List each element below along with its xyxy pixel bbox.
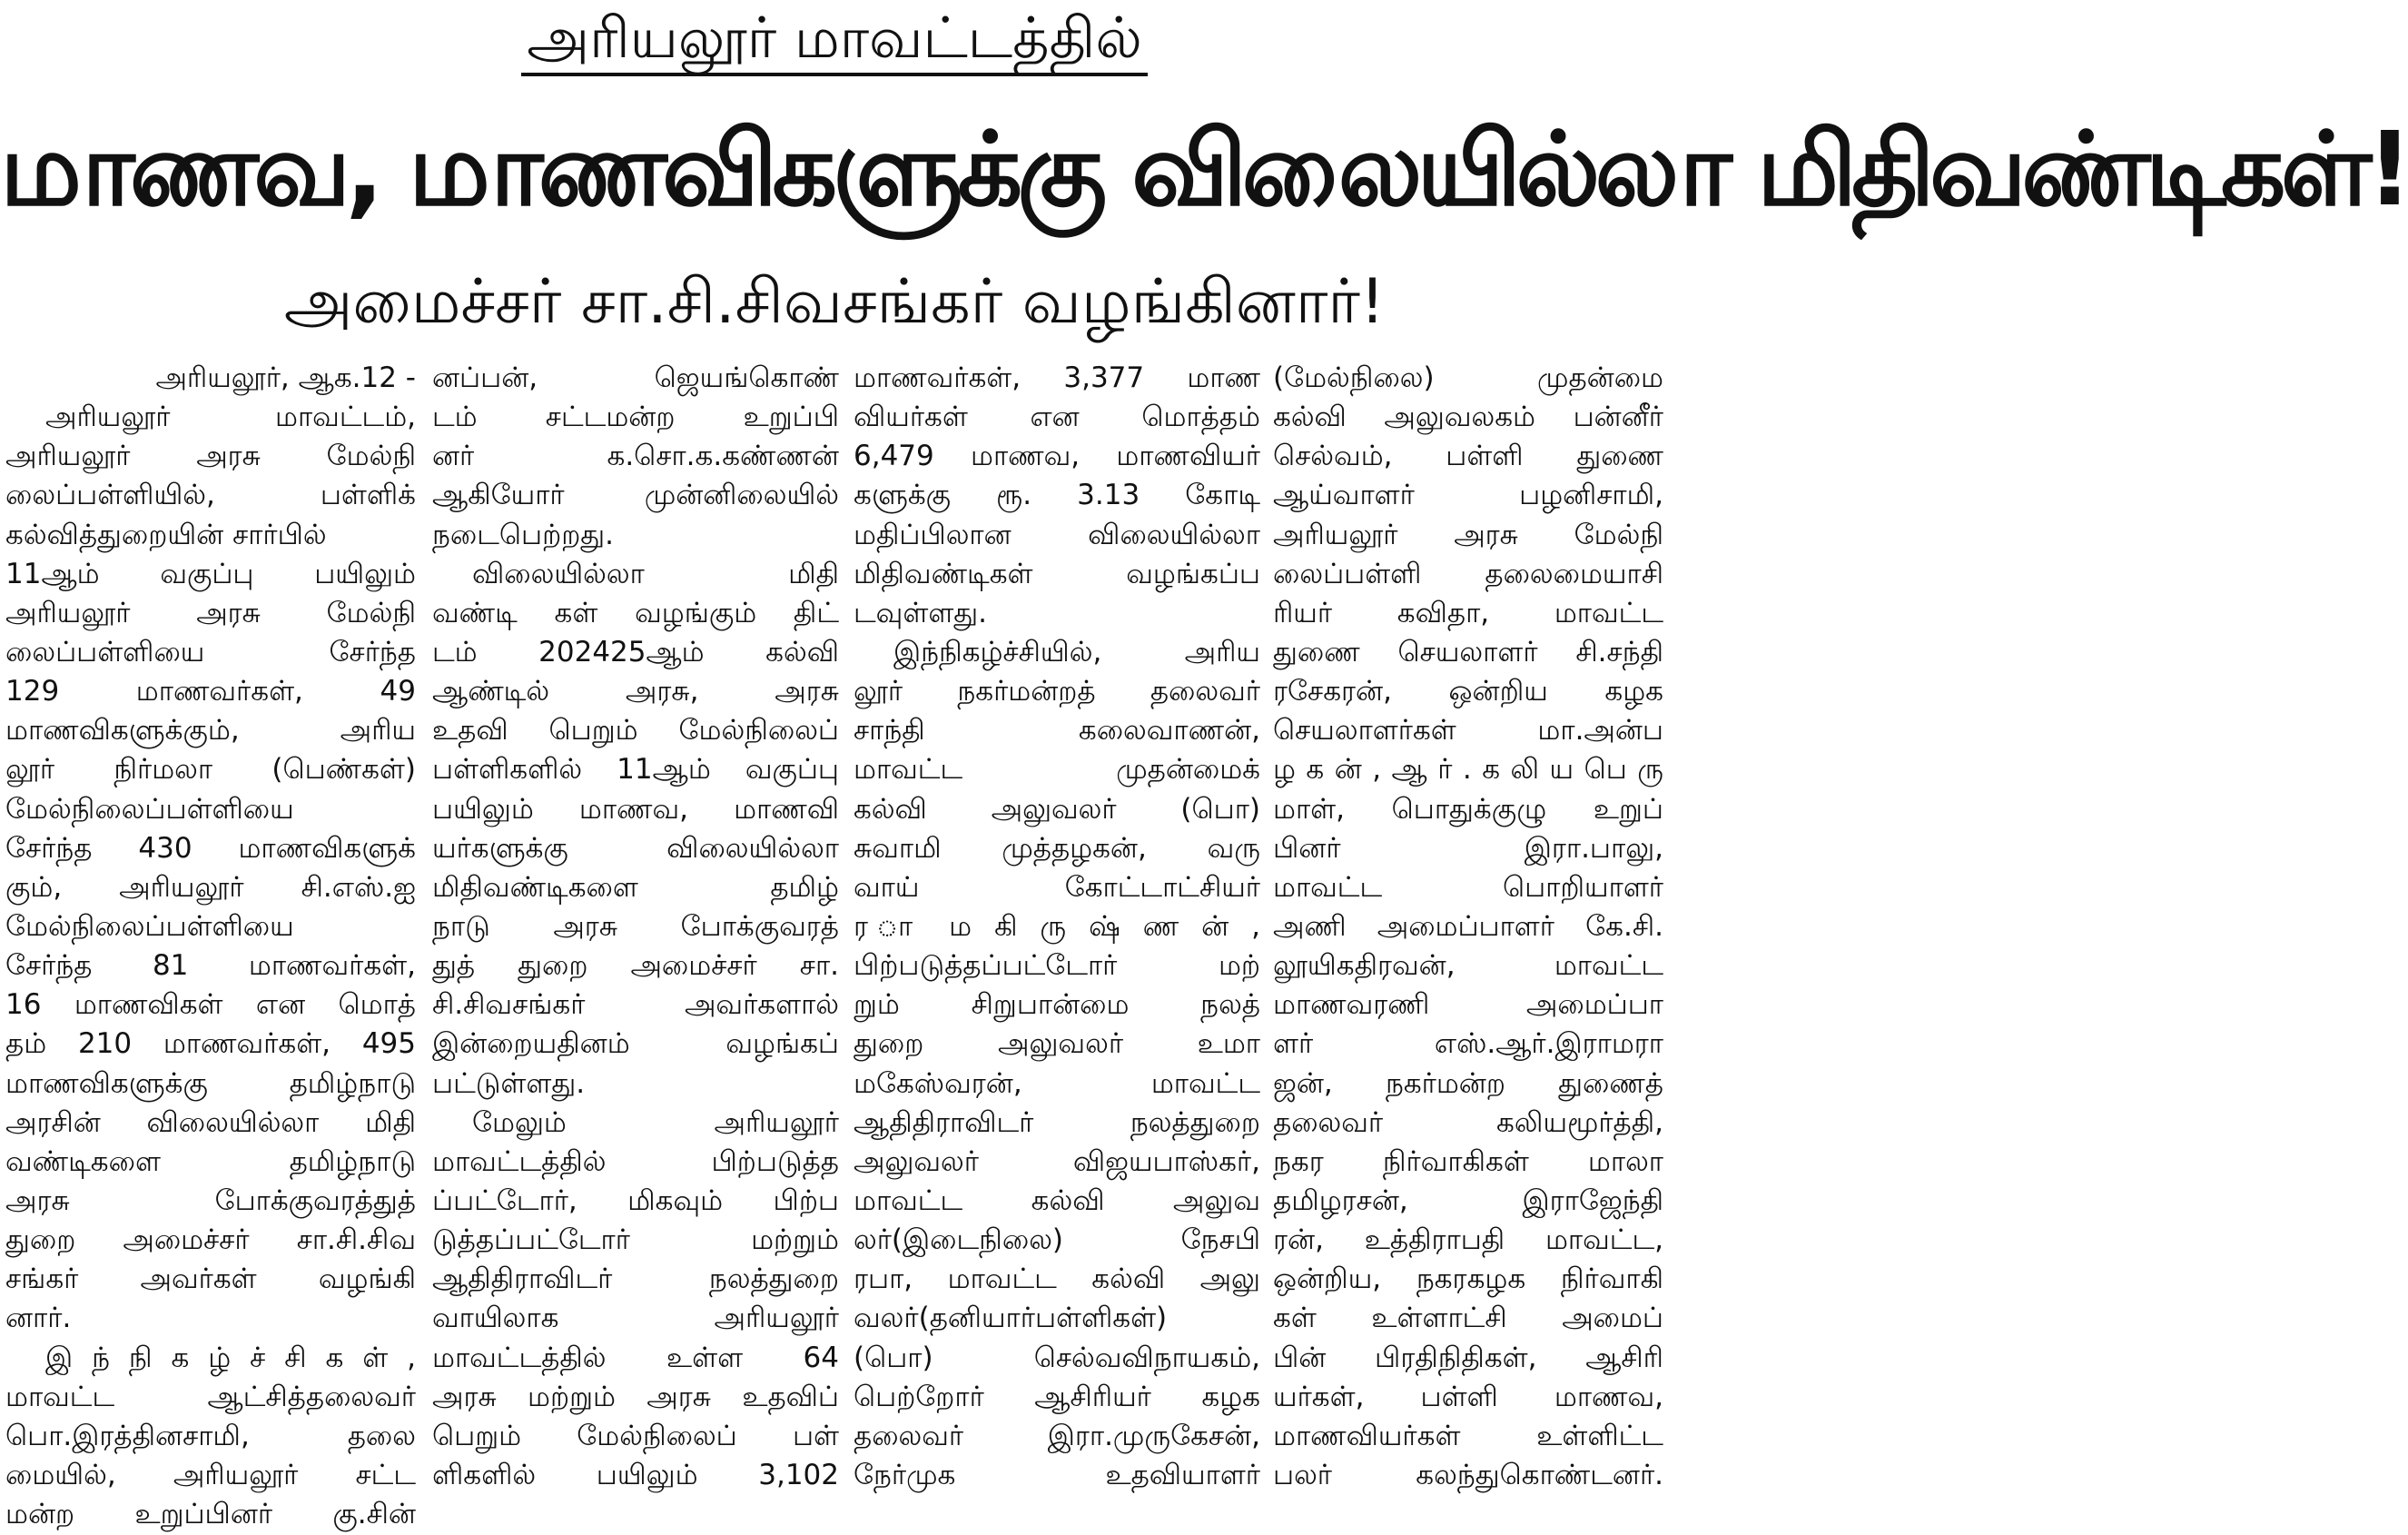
article-line: லைப்பள்ளி தலைமையாசி — [1273, 557, 1663, 590]
article-line: சாந்தி கலைவாணன், — [854, 714, 1260, 748]
article-line: சுவாமி முத்தழகன், வரு — [854, 831, 1260, 865]
article-line: நகர நிர்வாகிகள் மாலா — [1273, 1144, 1663, 1178]
article-line: தலைவர் கலியமூர்த்தி, — [1273, 1105, 1663, 1139]
headline: மாணவ, மாணவிகளுக்கு விலையில்லா மிதிவண்டிகள்! — [0, 111, 2408, 229]
article-line: டம் 202425ஆம் கல்வி — [432, 635, 839, 668]
article-line: துத் துறை அமைச்சர் சா. — [432, 949, 839, 983]
article-line: லூயிகதிரவன், மாவட்ட — [1273, 949, 1663, 983]
article-line: அரியலூர் அரசு மேல்நி — [5, 596, 416, 629]
article-line: ளர் எஸ்.ஆர்.இராமரா — [1273, 1027, 1663, 1061]
article-column-2 — [432, 359, 839, 1535]
article-line: பட்டுள்ளது. — [432, 1066, 586, 1100]
article-line: ரன், உத்திராபதி மாவட்ட, — [1273, 1223, 1663, 1257]
article-line: தமிழரசன், இராஜேந்தி — [1273, 1183, 1663, 1217]
article-line: லர்(இடைநிலை) நேசபி — [854, 1223, 1260, 1257]
article-line: வண்டி கள் வழங்கும் திட் — [432, 596, 839, 629]
article-line: டம் சட்டமன்ற உறுப்பி — [432, 401, 839, 434]
article-line: செல்வம், பள்ளி துணை — [1273, 440, 1663, 473]
article-line: ர ா ம கி ரு ஷ் ண ன் , — [854, 909, 1260, 943]
article-line: மேல்நிலைப்பள்ளியை — [5, 792, 294, 826]
article-line: வாய் கோட்டாட்சியர் — [854, 870, 1260, 904]
article-line: மேலும் அரியலூர் — [472, 1105, 839, 1139]
article-line: மாணவியர்கள் உள்ளிட்ட — [1273, 1419, 1663, 1452]
article-line: சேர்ந்த 430 மாணவிகளுக் — [5, 831, 416, 865]
article-line: னர் க.சொ.க.கண்ணன் — [432, 440, 839, 473]
article-line: பொ.இரத்தினசாமி, தலை — [5, 1419, 416, 1452]
article-line: 6,479 மாணவ, மாணவியர் — [854, 440, 1260, 473]
article-line: மாவட்ட கல்வி அலுவ — [854, 1183, 1260, 1217]
article-line: இன்றையதினம் வழங்கப் — [432, 1027, 839, 1061]
article-line: யர்களுக்கு விலையில்லா — [432, 831, 839, 865]
article-line: லூர் நகர்மன்றத் தலைவர் — [854, 675, 1260, 708]
article-line: பயிலும் மாணவ, மாணவி — [432, 792, 839, 826]
article-line: ஆய்வாளர் பழனிசாமி, — [1273, 479, 1663, 512]
article-line: வலர்(தனியார்பள்ளிகள்) — [854, 1302, 1168, 1335]
article-line: தம் 210 மாணவர்கள், 495 — [5, 1027, 416, 1061]
article-line: பலர் கலந்துகொண்டனர். — [1273, 1458, 1663, 1491]
article-line: பள்ளிகளில் 11ஆம் வகுப்பு — [432, 753, 839, 787]
article-line: விலையில்லா மிதி — [472, 557, 839, 590]
article-line: தலைவர் இரா.முருகேசன், — [854, 1419, 1260, 1452]
article-line: மாவட்டத்தில் பிற்படுத்த — [432, 1144, 839, 1178]
article-line: கும், அரியலூர் சி.எஸ்.ஐ — [5, 870, 416, 904]
article-line: ஆதிதிராவிடர் நலத்துறை — [854, 1105, 1260, 1139]
article-line: ஆகியோர் முன்னிலையில் — [432, 479, 839, 512]
article-line: மாவட்டத்தில் உள்ள 64 — [432, 1341, 839, 1374]
article-line: ஒன்றிய, நகரகழக நிர்வாகி — [1273, 1263, 1663, 1296]
article-line: பெறும் மேல்நிலைப் பள் — [432, 1419, 839, 1452]
article-line: அரியலூர், ஆக.12 - — [155, 361, 416, 394]
article-line: பினர் இரா.பாலு, — [1273, 831, 1663, 865]
article-line: மாணவர்கள், 3,377 மாண — [854, 361, 1260, 394]
article-line: லைப்பள்ளியில், பள்ளிக் — [5, 479, 416, 512]
article-column-3 — [854, 359, 1260, 1535]
article-line: மதிப்பிலான விலையில்லா — [854, 518, 1260, 551]
article-line: ளிகளில் பயிலும் 3,102 — [432, 1458, 839, 1491]
article-line: துறை அமைச்சர் சா.சி.சிவ — [5, 1223, 416, 1257]
article-line: லூர் நிர்மலா (பெண்கள்) — [5, 753, 416, 787]
article-line: கல்வி அலுவலர் (பொ) — [854, 792, 1260, 826]
article-line: சங்கர் அவர்கள் வழங்கி — [5, 1263, 416, 1296]
article-line: 11ஆம் வகுப்பு பயிலும் — [5, 557, 416, 590]
article-line: னப்பன், ஜெயங்கொண் — [432, 361, 839, 394]
article-line: வண்டிகளை தமிழ்நாடு — [5, 1144, 416, 1178]
article-line: ழ க ன் , ஆ ர் . க லி ய பெ ரு — [1273, 753, 1663, 787]
article-line: இந்நிகழ்ச்சியில், அரிய — [893, 635, 1260, 668]
article-line: உதவி பெறும் மேல்நிலைப் — [432, 714, 839, 748]
article-line: மாள், பொதுக்குழு உறுப் — [1273, 792, 1663, 826]
article-line: செயலாளர்கள் மா.அன்ப — [1273, 714, 1663, 748]
article-line: சேர்ந்த 81 மாணவர்கள், — [5, 949, 416, 983]
article-line: அணி அமைப்பாளர் கே.சி. — [1273, 909, 1663, 943]
article-line: அரியலூர் அரசு மேல்நி — [5, 440, 416, 473]
article-line: ஆண்டில் அரசு, அரசு — [432, 675, 839, 708]
kicker — [0, 4, 1669, 73]
article-line: டுத்தப்பட்டோர் மற்றும் — [432, 1223, 839, 1257]
article-line: கள் உள்ளாட்சி அமைப் — [1273, 1302, 1663, 1335]
article-line: மிதிவண்டிகளை தமிழ் — [432, 870, 839, 904]
article-line: மாவட்ட ஆட்சித்தலைவர் — [5, 1380, 416, 1413]
article-line: இ ந் நி க ழ் ச் சி க ள் , — [45, 1341, 416, 1374]
article-line: மாணவிகளுக்கு தமிழ்நாடு — [5, 1066, 416, 1100]
article-line: வாயிலாக அரியலூர் — [432, 1302, 839, 1335]
article-line: அரியலூர் மாவட்டம், — [45, 401, 416, 434]
article-line: நேர்முக உதவியாளர் — [854, 1458, 1260, 1491]
article-column-1 — [5, 359, 416, 1535]
article-line: நாடு அரசு போக்குவரத் — [432, 909, 839, 943]
article-line: 16 மாணவிகள் என மொத் — [5, 988, 416, 1022]
article-line: ரசேகரன், ஒன்றிய கழக — [1273, 675, 1663, 708]
article-line: பின் பிரதிநிதிகள், ஆசிரி — [1273, 1341, 1663, 1374]
article-line: பெற்றோர் ஆசிரியர் கழக — [854, 1380, 1260, 1413]
article-line: நடைபெற்றது. — [432, 518, 615, 551]
article-line: பிற்படுத்தப்பட்டோர் மற் — [854, 949, 1260, 983]
article-line: துறை அலுவலர் உமா — [854, 1027, 1260, 1061]
article-line: அரசு போக்குவரத்துத் — [5, 1183, 416, 1217]
article-line: ப்பட்டோர், மிகவும் பிற்ப — [432, 1183, 839, 1217]
article-line: கல்வித்துறையின் சார்பில் — [5, 518, 327, 551]
article-line: அரியலூர் அரசு மேல்நி — [1273, 518, 1663, 551]
article-line: மாவட்ட பொறியாளர் — [1273, 870, 1663, 904]
subhead: அமைச்சர் சா.சி.சிவசங்கர் வழங்கினார்! — [283, 266, 1386, 338]
article-line: களுக்கு ரூ. 3.13 கோடி — [854, 479, 1260, 512]
article-line: சி.சிவசங்கர் அவர்களால் — [432, 988, 839, 1022]
article-line: யர்கள், பள்ளி மாணவ, — [1273, 1380, 1663, 1413]
article-line: அரசின் விலையில்லா மிதி — [5, 1105, 416, 1139]
article-line: 129 மாணவர்கள், 49 — [5, 675, 416, 708]
article-line: ரியர் கவிதா, மாவட்ட — [1273, 596, 1663, 629]
article-line: அலுவலர் விஜயபாஸ்கர், — [854, 1144, 1260, 1178]
article-line: னார். — [5, 1302, 72, 1335]
article-line: மகேஸ்வரன், மாவட்ட — [854, 1066, 1260, 1100]
article-line: டவுள்ளது. — [854, 596, 988, 629]
kicker-text: அரியலூர் மாவட்டத்தில் — [521, 5, 1148, 76]
article-line: ஆதிதிராவிடர் நலத்துறை — [432, 1263, 839, 1296]
article-line: வியர்கள் என மொத்தம் — [854, 401, 1260, 434]
article-line: மாவட்ட முதன்மைக் — [854, 753, 1260, 787]
article-line: மையில், அரியலூர் சட்ட — [5, 1458, 416, 1491]
article-line: துணை செயலாளர் சி.சந்தி — [1273, 635, 1663, 668]
article-line: றும் சிறுபான்மை நலத் — [854, 988, 1260, 1022]
article-line: கல்வி அலுவலகம் பன்னீர் — [1273, 401, 1663, 434]
article-line: லைப்பள்ளியை சேர்ந்த — [5, 635, 416, 668]
article-line: ஜன், நகர்மன்ற துணைத் — [1273, 1066, 1663, 1100]
article-line: அரசு மற்றும் அரசு உதவிப் — [432, 1380, 839, 1413]
article-line: ரபா, மாவட்ட கல்வி அலு — [854, 1263, 1260, 1296]
article-line: (பொ) செல்வவிநாயகம், — [854, 1341, 1260, 1374]
article-column-4 — [1273, 359, 1663, 1535]
article-line: மாணவரணி அமைப்பா — [1273, 988, 1663, 1022]
article-line: மேல்நிலைப்பள்ளியை — [5, 909, 294, 943]
article-line: மிதிவண்டிகள் வழங்கப்ப — [854, 557, 1260, 590]
article-line: மன்ற உறுப்பினர் கு.சின் — [5, 1498, 416, 1531]
article-line: மாணவிகளுக்கும், அரிய — [5, 714, 416, 748]
article-line: (மேல்நிலை) முதன்மை — [1273, 361, 1663, 394]
